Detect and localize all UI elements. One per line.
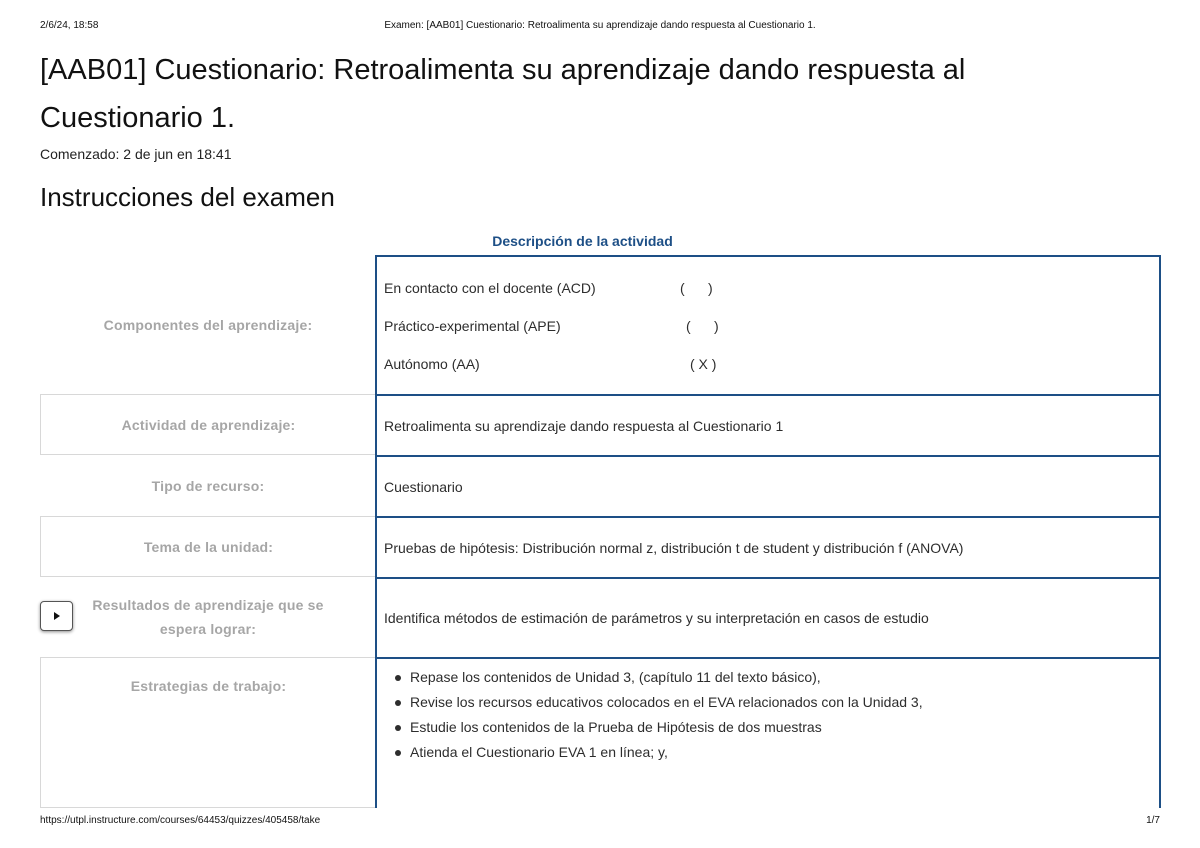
- expand-button[interactable]: [40, 601, 73, 631]
- label-componentes: Componentes del aprendizaje:: [103, 316, 313, 333]
- label-tema: Tema de la unidad:: [40, 516, 376, 577]
- quiz-started-time: Comenzado: 2 de jun en 18:41: [40, 146, 232, 162]
- print-document-title: Examen: [AAB01] Cuestionario: Retroalimenta su aprendizaje dando respuesta al Cuestionario 1.: [384, 20, 816, 31]
- component-ape-mark: ( ): [686, 317, 719, 334]
- strategies-list: [384, 665, 923, 765]
- print-url: https://utpl.instructure.com/courses/64453/quizzes/405458/take: [40, 815, 321, 826]
- value-resultados: Identifica métodos de estimación de parámetros y su interpretación en casos de estudio: [375, 577, 1161, 657]
- label-tipo-recurso: Tipo de recurso:: [151, 477, 265, 494]
- print-date: 2/6/24, 18:58: [40, 20, 99, 31]
- component-ape-label: Práctico-experimental (APE): [384, 317, 561, 334]
- component-line-acd: [384, 269, 1159, 307]
- value-estrategias: [375, 657, 1161, 808]
- print-header: [40, 20, 1160, 34]
- instructions-heading: Instrucciones del examen: [40, 182, 335, 212]
- strategy-item: Atienda el Cuestionario EVA 1 en línea; y,: [410, 740, 923, 765]
- component-aa-mark: ( X ): [690, 355, 717, 372]
- strategy-item: Repase los contenidos de Unidad 3, (capítulo 11 del texto básico),: [410, 665, 923, 690]
- print-footer: [40, 815, 1160, 829]
- component-line-aa: [384, 345, 1159, 383]
- strategy-item: Revise los recursos educativos colocados en el EVA relacionados con la Unidad 3,: [410, 690, 923, 715]
- value-tipo-recurso: Cuestionario: [375, 455, 1161, 516]
- triangle-right-icon: [54, 612, 60, 620]
- quiz-title: [AAB01] Cuestionario: Retroalimenta su aprendizaje dando respuesta al Cuestionario 1.: [40, 54, 966, 134]
- component-acd-label: En contacto con el docente (ACD): [384, 279, 596, 296]
- label-resultados: Resultados de aprendizaje que se espera lograr:: [92, 597, 324, 637]
- label-actividad: Actividad de aprendizaje:: [40, 394, 376, 455]
- value-componentes: [375, 255, 1161, 394]
- label-estrategias: Estrategias de trabajo:: [40, 657, 376, 808]
- table-caption: Descripción de la actividad: [492, 233, 673, 249]
- page-number: 1/7: [1146, 815, 1160, 826]
- value-tema: Pruebas de hipótesis: Distribución normal z, distribución t de student y distribución f (ANOVA): [375, 516, 1161, 577]
- strategy-item: Estudie los contenidos de la Prueba de Hipótesis de dos muestras: [410, 715, 923, 740]
- component-acd-mark: ( ): [680, 279, 713, 296]
- value-actividad: Retroalimenta su aprendizaje dando respuesta al Cuestionario 1: [375, 394, 1161, 455]
- component-line-ape: [384, 307, 1159, 345]
- component-aa-label: Autónomo (AA): [384, 355, 480, 372]
